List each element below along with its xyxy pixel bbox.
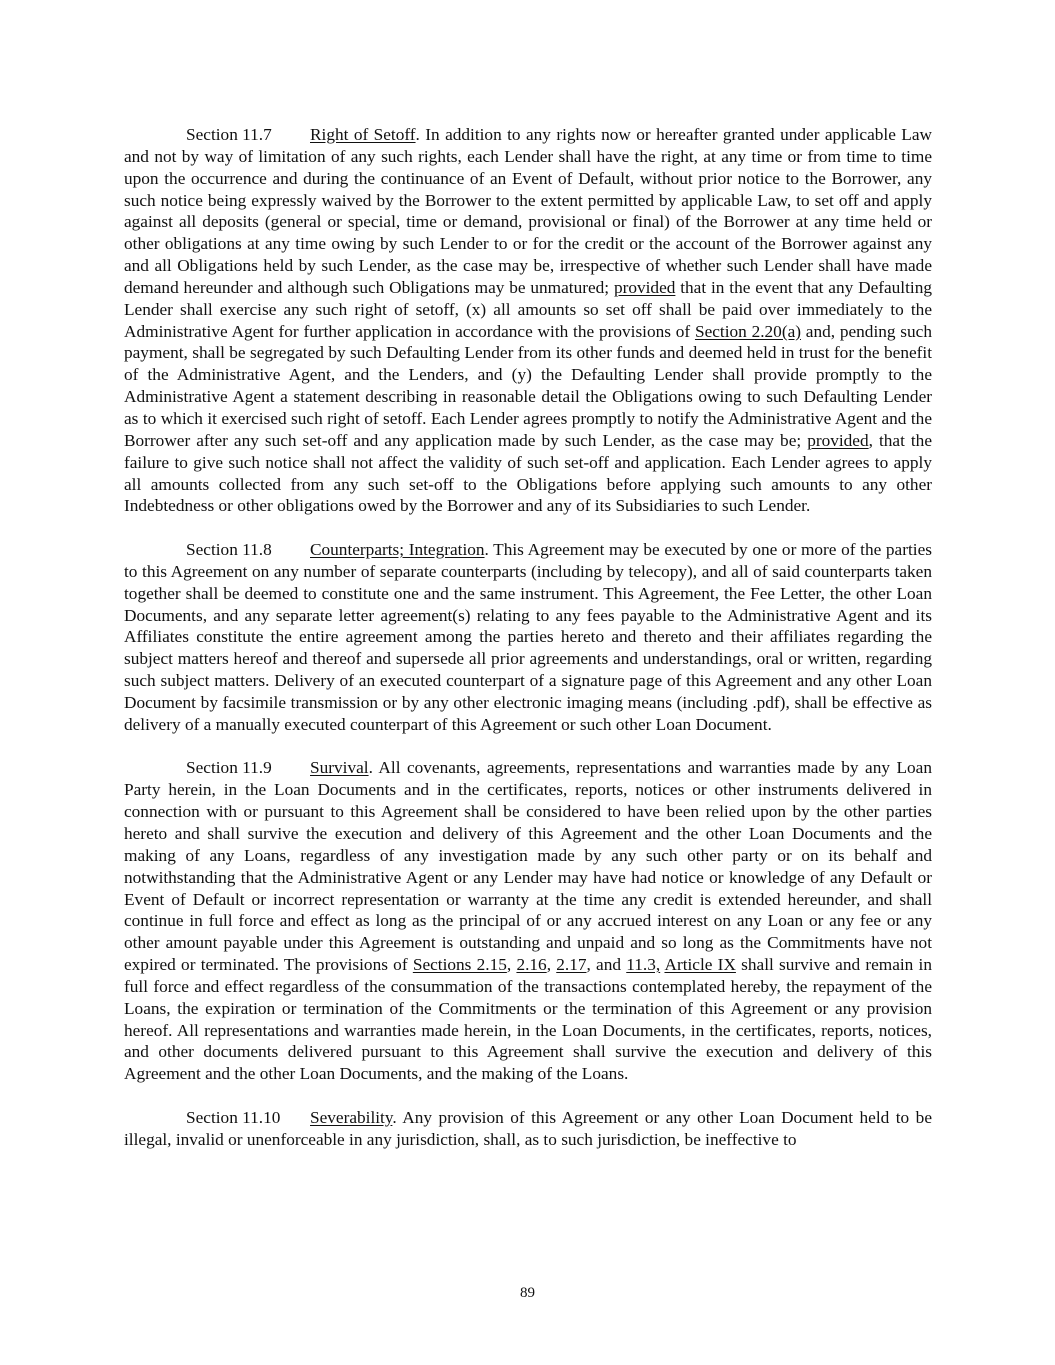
section-11-7 xyxy=(124,124,932,517)
section-title: Counterparts; Integration xyxy=(310,540,485,560)
section-11-10 xyxy=(124,1107,932,1151)
section-text: shall survive and remain in full force and effect regardless of the consummation of the transactions contemplated hereby, the repayment of the Loans, the expiration or termination of the Commitments or the termination of this Agreement or any provision hereof. All representations and warranties made herein, in the Loan Documents, in the certificates, reports, notices, and other documents delivered pursuant to this Agreement shall survive the execution and delivery of this Agreement and the other Loan Documents, and the making of the Loans. xyxy=(124,955,932,1084)
section-text: . This Agreement may be executed by one or more of the parties to this Agreement on any number of separate counterparts (including by telecopy), and all of said counterparts taken together shall be deemed to constitute one and the same instrument. This Agreement, the Fee Letter, the other Loan Documents, and any separate letter agreement(s) relating to any fees payable to the Administrative Agent and its Affiliates constitute the entire agreement among the parties hereto and thereto and their affiliates regarding the subject matters hereof and thereof and supersede all prior agreements and understandings, oral or written, regarding such subject matters. Delivery of an executed counterpart of a signature page of this Agreement and any other Loan Document by facsimile transmission or by any other electronic imaging means (including .pdf), shall be effective as delivery of a manually executed counterpart of this Agreement or such other Loan Document. xyxy=(124,540,932,734)
section-text: . Any provision of this Agreement or any other Loan Document held to be illegal, invalid or unenforceable in any jurisdiction, shall, as to such jurisdiction, be ineffective to xyxy=(124,1107,932,1149)
section-text: . In addition to any rights now or hereafter granted under applicable Law and not by way of limitation of any such rights, each Lender shall have the right, at any time or from time to time upon the occurrence and during the continuance of an Event of Default, without prior notice to the Borrower, any such notice being expressly waived by the Borrower to the extent permitted by applicable Law, to set off and apply against all deposits (general or special, time or demand, provisional or final) of the Borrower at any time held or other obligations at any time owing by such Lender to or for the credit or the account of the Borrower against any and all Obligations held by such Lender, as the case may be, irrespective of whether such Lender shall have made demand hereunder and although such Obligations may be unmatured; xyxy=(124,125,932,297)
section-reference: 2.17 xyxy=(556,955,587,975)
separator: , xyxy=(546,955,557,975)
section-11-9 xyxy=(124,757,932,1085)
section-reference: 11.3, xyxy=(626,955,661,975)
separator: , and xyxy=(586,955,627,975)
section-reference: 2.16 xyxy=(516,955,547,975)
section-reference: Sections 2.15 xyxy=(412,955,507,975)
section-number: Section 11.10 xyxy=(186,1107,281,1127)
provided-term: provided xyxy=(613,277,676,297)
section-reference: Section 2.20(a) xyxy=(694,321,801,341)
article-reference: Article IX xyxy=(664,955,736,975)
separator: , xyxy=(506,955,517,975)
section-text: that in the event that any Defaulting Lender shall exercise any such right of setoff, (x) all amounts so set off shall be paid over immediately to the Administrative Agent for further application in accordance with the provisions of xyxy=(124,277,932,341)
page-number: 89 xyxy=(520,1285,535,1301)
section-number: Section 11.7 xyxy=(186,125,272,144)
section-title: Survival xyxy=(310,758,369,778)
section-title: Severability xyxy=(310,1107,393,1127)
section-11-8 xyxy=(124,539,932,736)
section-text: , that the failure to give such notice shall not affect the validity of such set-off and application. Each Lender agrees to apply all amounts collected from any such set-off to the Obligations before applying such amounts to any other Indebtedness or other obligations owed by the Borrower and any of its Subsidiaries to such Lender. xyxy=(124,430,932,516)
provided-term: provided xyxy=(807,430,869,450)
document-page xyxy=(124,124,932,1151)
section-number: Section 11.9 xyxy=(186,758,272,778)
section-text: and, pending such payment, shall be segregated by such Defaulting Lender from its other funds and deemed held in trust for the benefit of the Administrative Agent, and the Lenders, and (y) the Defaulting Lender shall provide promptly to the Administrative Agent a statement describing in reasonable detail the Obligations owing to such Defaulting Lender as to which it exercised such right of setoff. Each Lender agrees promptly to notify the Administrative Agent and the Borrower after any such set-off and any application made by such Lender, as the case may be; xyxy=(124,321,932,450)
section-number: Section 11.8 xyxy=(186,540,272,560)
section-text: . All covenants, agreements, representations and warranties made by any Loan Party herein, in the Loan Documents and in the certificates, reports, notices or other instruments delivered in connection with or pursuant to this Agreement shall be considered to have been relied upon by the other parties hereto and shall survive the execution and delivery of this Agreement and the other Loan Documents and the making of any Loans, regardless of any investigation made by any such other party or on its behalf and notwithstanding that the Administrative Agent or any Lender may have had notice or knowledge of any Default or Event of Default or incorrect representation or warranty at the time any credit is extended hereunder, and shall continue in full force and effect as long as the principal of or any accrued interest on any Loan or any fee or any other amount payable under this Agreement is outstanding and unpaid and so long as the Commitments have not expired or terminated. The provisions of xyxy=(124,758,932,975)
section-title: Right of Setoff xyxy=(310,125,416,144)
